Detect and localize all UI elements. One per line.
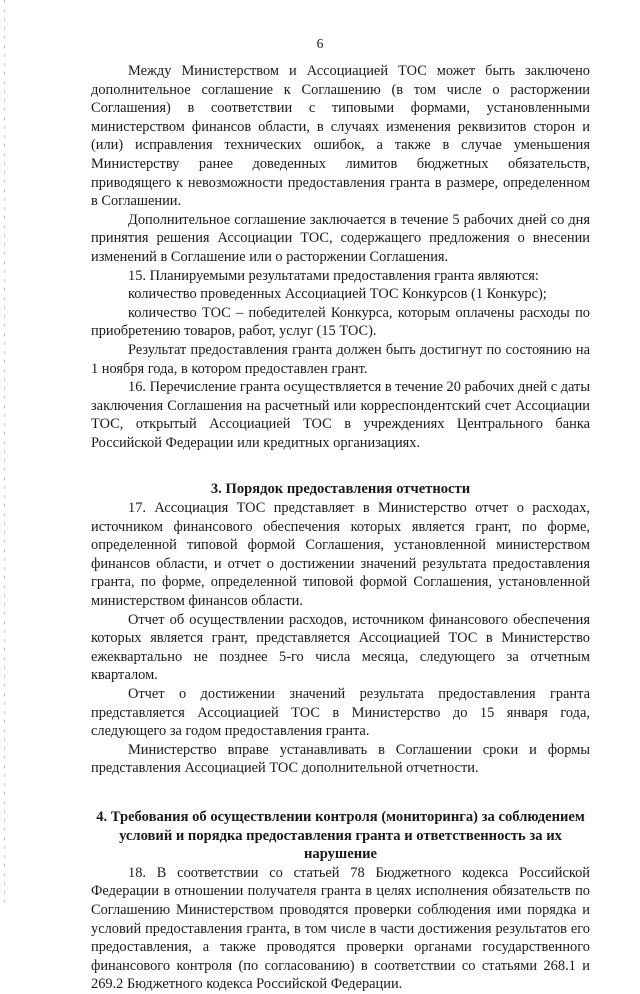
paragraph-agreement-term: Дополнительное соглашение заключается в течение 5 рабочих дней со дня принятия решения Ассоциации ТОС, содержащего предложения о внесении изменений в Соглашение или о расторжении Соглашения.: [91, 211, 590, 265]
paragraph-item-18: 18. В соответствии со статьей 78 Бюджетного кодекса Российской Федерации в отношении получателя гранта в целях исполнения обязательств по Соглашению Министерством проводятся проверки соблюдения ими порядка и условий предоставления гранта, в том числе в части достижения результатов его предоставления, а также проводятся проверки органами государственного финансового контроля (по согласованию) в соответствии со статьями 268.1 и 269.2 Бюджетного кодекса Российской Федерации.: [91, 864, 590, 993]
paragraph-result-winners: количество ТОС – победителей Конкурса, которым оплачены расходы по приобретению товаров, работ, услуг (15 ТОС).: [91, 304, 590, 340]
paragraph-expense-report: Отчет об осуществлении расходов, источником финансового обеспечения которых является грант, представляется Ассоциацией ТОС в Министерство ежеквартально не позднее 5-го числа месяца, следующего за отчетным кварталом.: [91, 611, 590, 684]
section-3-heading: 3. Порядок предоставления отчетности: [210, 481, 471, 498]
paragraph-result-contests: количество проведенных Ассоциацией ТОС Конкурсов (1 Конкурс);: [128, 286, 547, 303]
section-4-heading-line2: условий и порядка предоставления гранта и ответственность за их нарушение: [119, 827, 562, 863]
paragraph-additional-agreement: Между Министерством и Ассоциацией ТОС может быть заключено дополнительное соглашение к Соглашению (в том числе о расторжении Соглашения) в соответствии с типовыми формами, установленными министерством финансов области, в случаях изменения реквизитов сторон и (или) исправления технических ошибок, а также в случае уменьшения Министерству ранее доведенных лимитов бюджетных обязательств, приводящего к невозможности предоставления гранта в размере, определенном в Соглашении.: [91, 63, 590, 210]
paragraph-additional-reporting: Министерство вправе устанавливать в Соглашении сроки и формы представления Ассоциацией ТОС дополнительной отчетности.: [91, 741, 590, 777]
section-4-heading-line1: 4. Требования об осуществлении контроля (мониторинга) за соблюдением: [96, 808, 585, 825]
page-number: 6: [316, 36, 324, 51]
paragraph-item-16: 16. Перечисление гранта осуществляется в течение 20 рабочих дней с даты заключения Соглашения на расчетный или корреспондентский счет Ассоциации ТОС, открытый Ассоциацией ТОС в учреждениях Центрального банка Российской Федерации или кредитных организациях.: [91, 379, 590, 451]
scan-edge-line: [4, 0, 5, 905]
paragraph-item-15: 15. Планируемыми результатами предоставления гранта являются:: [128, 267, 539, 284]
paragraph-result-deadline: Результат предоставления гранта должен быть достигнут по состоянию на 1 ноября года, в котором предоставлен грант.: [91, 341, 590, 377]
paragraph-item-17: 17. Ассоциация ТОС представляет в Министерство отчет о расходах, источником финансового обеспечения которых является грант, по форме, определенной типовой формой Соглашения, установленной министерством финансов области, и отчет о достижении значений результата предоставления гранта, по форме, определенной типовой формой Соглашения, установленной министерством финансов области.: [91, 500, 590, 610]
document-body: [91, 62, 590, 994]
paragraph-result-report: Отчет о достижении значений результата предоставления гранта представляется Ассоциацией ТОС в Министерство до 15 января года, следующего за годом предоставления гранта.: [91, 686, 590, 740]
